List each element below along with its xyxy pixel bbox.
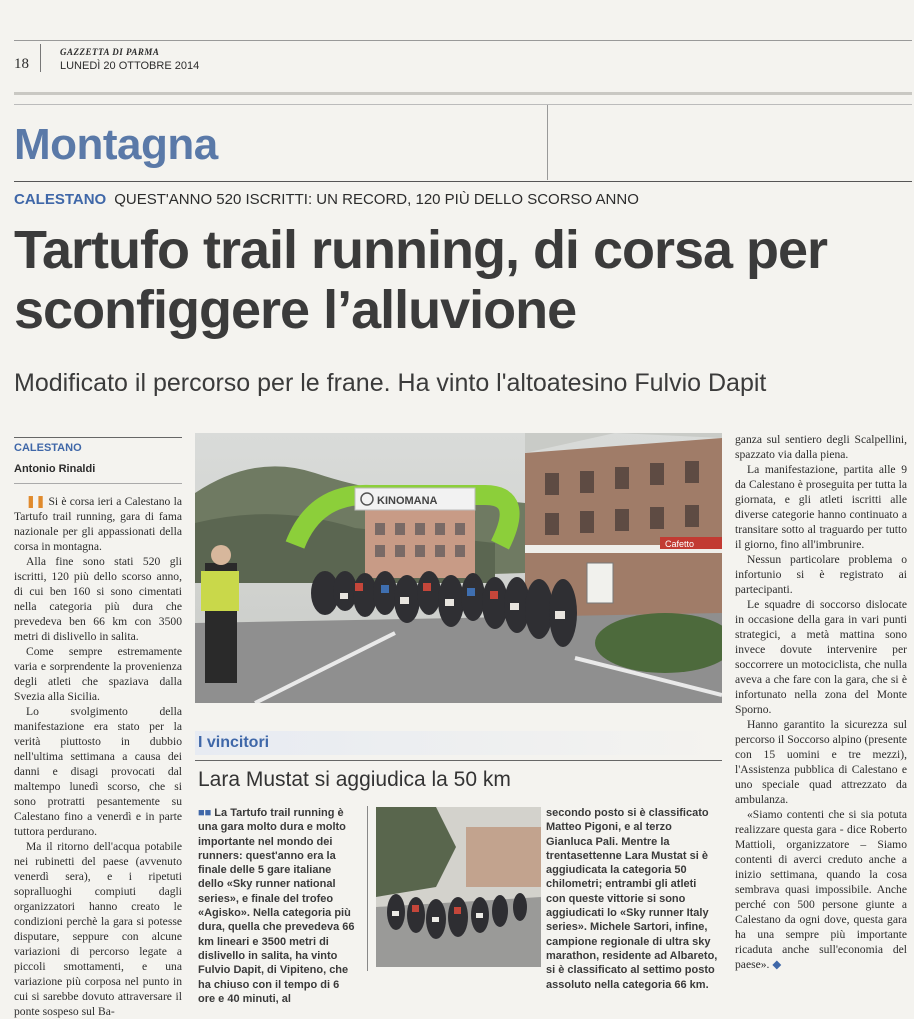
runners-illustration — [376, 807, 541, 967]
lead-bullet-icon: ❚❚ — [26, 495, 46, 508]
paragraph: Nessun particolare problema o infortunio si è registrato ai partecipanti. — [735, 553, 907, 596]
newspaper-name: GAZZETTA DI PARMA — [60, 47, 160, 57]
winners-text-a — [198, 806, 358, 1006]
box-divider — [367, 806, 368, 971]
winners-band — [195, 731, 722, 755]
section-title: Montagna — [14, 120, 218, 169]
winners-text-b — [546, 806, 718, 992]
kicker-text: QUEST'ANNO 520 ISCRITTI: UN RECORD, 120 PIÙ DELLO SCORSO ANNO — [114, 191, 639, 208]
section-rule — [14, 181, 912, 182]
subheadline: Modificato il percorso per le frane. Ha vinto l'altoatesino Fulvio Dapit — [14, 369, 767, 397]
article-column-3 — [735, 432, 907, 972]
paragraph-text: La Tartufo trail running è una gara molto dura e molto importante nel mondo dei runners: quest'anno era la finale delle 5 gare italiane dello «Sky runner national series», e finale del trofeo «Agisko». Nella categoria più dura, quella che prevedeva 66 km lineari e 3500 metri di dislivello in salita, ha vinto Fulvio Dapit, di Vipiteno, che ha chiuso con il tempo di 6 ore e 40 minuti, al — [198, 807, 355, 1005]
race-start-photo — [195, 433, 722, 703]
paragraph: La manifestazione, partita alle 9 da Calestano è proseguita per tutta la giornata, e gli atleti iscritti alle diverse categorie hanno continuato a transitare sotto al traguardo per tutto il giorno, fino all'imbrunire. — [735, 463, 907, 551]
winners-label: I vincitori — [198, 734, 270, 751]
paragraph: Lo svolgimento della manifestazione era stato per la verità piuttosto in dubbio nell'ultima settimana a causa dei danni e disagi provocati dal maltempo lunedì scorso, che si sono protratti pesantemente su Calestano fino a venerdì e in parte tuttora perdurano. — [14, 705, 182, 838]
paragraph-text: Ma il ritorno dell'acqua potabile nei rubinetti del paese (avvenuto venerdì sera), e i ripetuti sopralluoghi compiuti dagli organizzatori hanno creato le condizioni perchè la gara si potesse disputare, seppure con alcune variazioni di percorso legate a piccoli smottamenti, e una variazione più corposa nel punto in cui si sarebbe dovuto attraversare il ponte sospeso sul Ba- — [14, 840, 182, 1018]
byline-place: CALESTANO — [14, 437, 182, 456]
paragraph: secondo posto si è classificato Matteo Pigoni, e al terzo Gianluca Pali. Mentre la trentasettenne Lara Mustat si è aggiudicata la categoria 50 chilometri; entrambi gli atleti con queste vittorie si sono aggiudicati lo «Sky runner Italy series». Michele Sartori, infine, campione regionale di ultra sky marathon, residente ad Albareto, si è classificato al settimo posto assoluto nella categoria 66 km. — [546, 807, 718, 991]
header-separator — [40, 44, 41, 72]
paragraph: ganza sul sentiero degli Scalpellini, spazzato via dalla piena. — [735, 433, 907, 461]
issue-date: LUNEDÌ 20 OTTOBRE 2014 — [60, 60, 200, 72]
paragraph-text: Si è corsa ieri a Calestano la Tartufo trail running, gara di fama nazionale per gli appassionati della corsa in montagna. — [14, 495, 182, 553]
page-number: 18 — [14, 56, 29, 72]
runners-photo — [376, 807, 541, 967]
paragraph — [735, 807, 907, 972]
paragraph-text: «Siamo contenti che si sia potuta realizzare questa gara - dice Roberto Mattioli, organizzatore – Siamo contenti di averci creduto anche a inizio settimana, quando la cosa sembrava quasi impossibile. Anche perché con 500 persone giunte a Calestano da ogni dove, questa gara ha una sempre più importante ricaduta anche sull'economia del paese». — [735, 808, 907, 971]
paragraph: Alla fine sono stati 520 gli iscritti, 120 più dello scorso anno, di cui ben 160 si sono cimentati nella categoria più dura che prevedeva ben 66 km con 3500 metri di dislivello in salita. — [14, 555, 182, 643]
article-column-1 — [14, 437, 182, 1019]
kicker — [14, 191, 639, 208]
paragraph — [14, 839, 182, 1019]
race-start-illustration — [195, 433, 722, 703]
arch-sponsor-text: KINOMANA — [377, 495, 438, 507]
lead-square-icon: ■■ — [198, 807, 212, 819]
section-divider — [547, 105, 548, 180]
headline: Tartufo trail running, di corsa per sconfiggere l’alluvione — [14, 220, 828, 340]
paragraph: Hanno garantito la sicurezza sul percorso il Soccorso alpino (presente con 15 uomini e tre mezzi), l'Assistenza pubblica di Calestano e uno speciale quad attrezzato da ambulanza. — [735, 718, 907, 806]
header-band — [14, 92, 912, 95]
winners-rule — [195, 760, 722, 761]
shop-sign: Cafetto — [665, 539, 695, 549]
header-band-rule — [14, 104, 912, 105]
kicker-place: CALESTANO — [14, 191, 107, 208]
paragraph: Come sempre estremamente varia e sorprendente la provenienza degli atleti che spaziava dalla Svezia alla Sicilia. — [14, 645, 182, 703]
paragraph — [198, 806, 358, 1006]
top-rule — [14, 40, 912, 41]
paragraph — [14, 494, 182, 554]
end-of-article-icon: ◆ — [772, 958, 782, 971]
byline-author: Antonio Rinaldi — [14, 462, 182, 484]
winners-title: Lara Mustat si aggiudica la 50 km — [198, 768, 511, 791]
paragraph: Le squadre di soccorso dislocate in occasione della gara in vari punti strategici, a metà mattina sono invece dovute intervenire per soccorrere un motociclista, che nulla aveva a che fare con la gara, che si è infortunato nella zona del Monte Sporno. — [735, 598, 907, 716]
